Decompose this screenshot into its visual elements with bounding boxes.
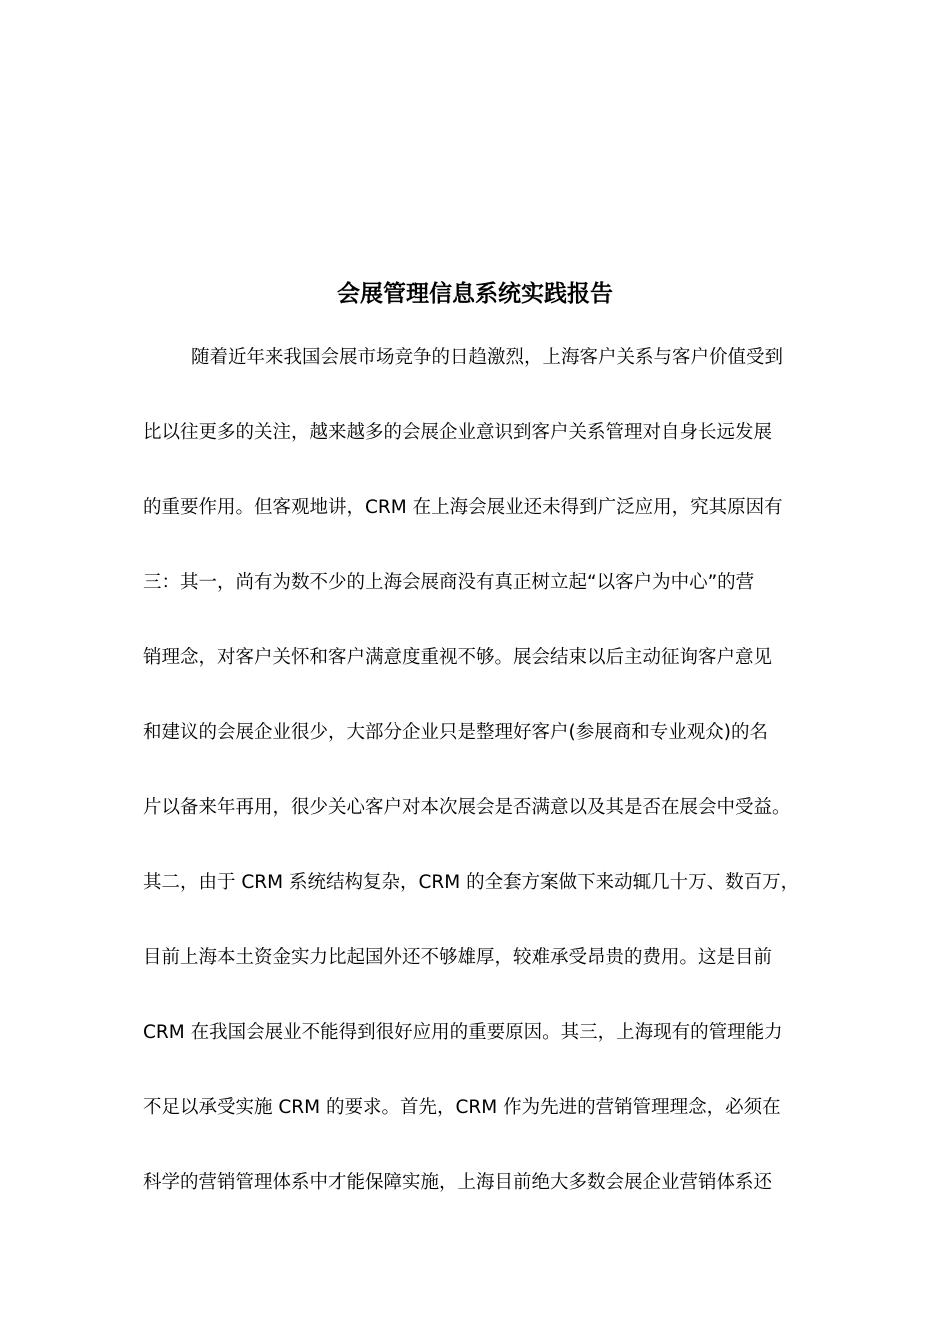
body-line: 不足以承受实施 CRM 的要求。首先，CRM 作为先进的营销管理理念，必须在 [143,1097,781,1118]
document-body [143,340,813,1240]
body-line: 销理念，对客户关怀和客户满意度重视不够。展会结束以后主动征询客户意见 [143,647,773,668]
body-line: CRM 在我国会展业不能得到很好应用的重要原因。其三，上海现有的管理能力 [143,1022,783,1043]
body-line: 和建议的会展企业很少，大部分企业只是整理好客户(参展商和专业观众)的名 [143,722,768,743]
body-line: 比以往更多的关注，越来越多的会展企业意识到客户关系管理对自身长远发展 [143,422,773,443]
body-line: 随着近年来我国会展市场竞争的日趋激烈，上海客户关系与客户价值受到 [191,347,784,368]
body-line: 其二，由于 CRM 系统结构复杂，CRM 的全套方案做下来动辄几十万、数百万， [143,872,800,893]
document-title: 会展管理信息系统实践报告 [337,281,613,307]
body-line: 的重要作用。但客观地讲，CRM 在上海会展业还未得到广泛应用，究其原因有 [143,497,783,518]
body-line: 科学的营销管理体系中才能保障实施，上海目前绝大多数会展企业营销体系还 [143,1172,773,1193]
body-line: 目前上海本土资金实力比起国外还不够雄厚，较难承受昂贵的费用。这是目前 [143,947,773,968]
body-line: 片以备来年再用，很少关心客户对本次展会是否满意以及其是否在展会中受益。 [143,797,791,818]
body-line: 三：其一，尚有为数不少的上海会展商没有真正树立起“以客户为中心”的营 [143,572,755,593]
